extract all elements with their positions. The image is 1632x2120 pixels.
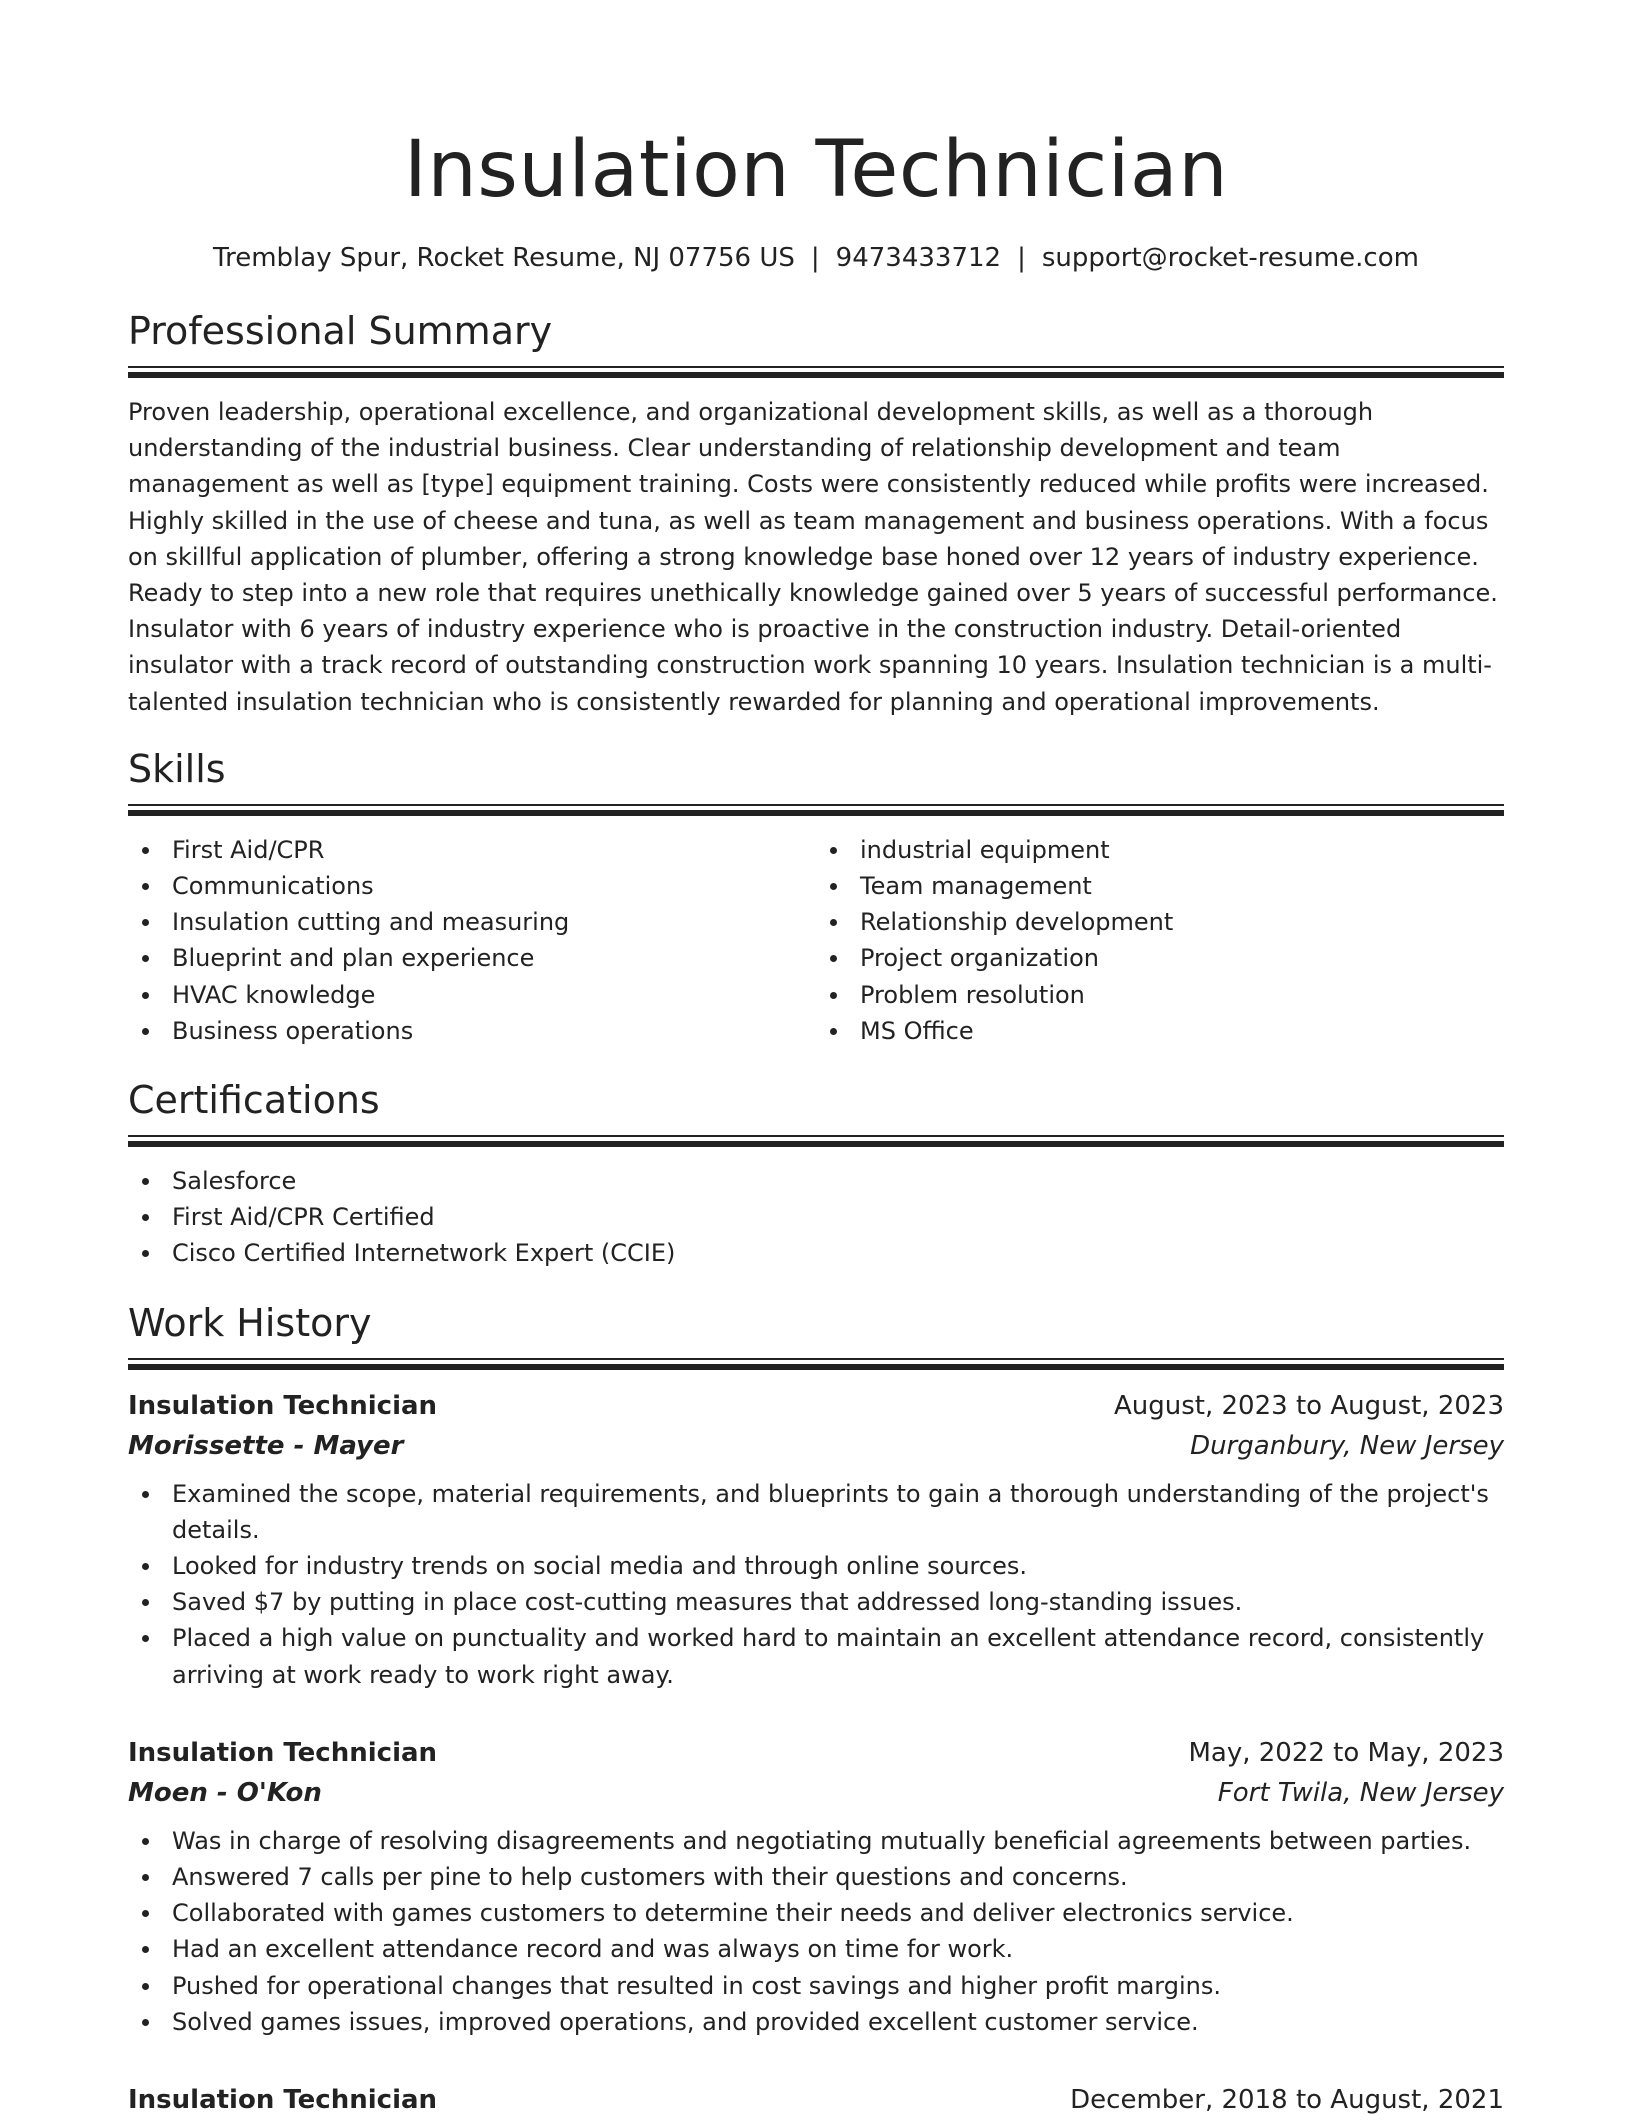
resume-name: Insulation Technician — [403, 125, 1229, 215]
skill-item: Insulation cutting and measuring — [128, 904, 816, 940]
skills-section — [128, 744, 1504, 1049]
skill-item: Project organization — [816, 940, 1504, 976]
job-bullet: Solved games issues, improved operations, and provided excellent customer service. — [128, 2004, 1504, 2040]
job-bullet: Answered 7 calls per pine to help customers with their questions and concerns. — [128, 1859, 1504, 1895]
certification-item: First Aid/CPR Certified — [128, 1199, 1504, 1235]
job-bullet: Had an excellent attendance record and was always on time for work. — [128, 1931, 1504, 1967]
job-bullets — [128, 1476, 1504, 1693]
job-bullet: Examined the scope, material requirements, and blueprints to gain a thorough understanding of the project's details. — [128, 1476, 1504, 1548]
contact-email: support@rocket-resume.com — [1041, 243, 1419, 273]
job-company: Morissette - Mayer — [128, 1430, 404, 1461]
section-divider — [128, 1135, 1504, 1147]
job-bullet: Placed a high value on punctuality and worked hard to maintain an excellent attendance record, consistently arriving at work ready to work right away. — [128, 1620, 1504, 1692]
certification-item: Cisco Certified Internetwork Expert (CCIE) — [128, 1235, 1504, 1271]
section-title-work-history: Work History — [128, 1300, 372, 1345]
skill-item: Blueprint and plan experience — [128, 940, 816, 976]
job-bullet: Pushed for operational changes that resulted in cost savings and higher profit margins. — [128, 1968, 1504, 2004]
job-title: Insulation Technician — [128, 1737, 438, 1768]
job-header — [128, 2080, 1504, 2120]
job-bullet: Was in charge of resolving disagreements and negotiating mutually beneficial agreements between parties. — [128, 1823, 1504, 1859]
skill-item: Relationship development — [816, 904, 1504, 940]
job-header — [128, 1386, 1504, 1426]
skill-item: Communications — [128, 868, 816, 904]
skill-item: Problem resolution — [816, 977, 1504, 1013]
skills-grid — [128, 832, 1504, 1049]
job-subheader — [128, 1426, 1504, 1466]
section-divider — [128, 366, 1504, 378]
contact-separator: | — [810, 243, 820, 273]
job-dates: August, 2023 to August, 2023 — [1114, 1390, 1504, 1421]
skill-item: Business operations — [128, 1013, 816, 1049]
skill-item: MS Office — [816, 1013, 1504, 1049]
skill-item: industrial equipment — [816, 832, 1504, 868]
job-subheader — [128, 1773, 1504, 1813]
summary-section — [128, 306, 1504, 720]
job-entry — [128, 1386, 1504, 1693]
skill-item: HVAC knowledge — [128, 977, 816, 1013]
section-title-skills: Skills — [128, 746, 226, 791]
contact-address: Tremblay Spur, Rocket Resume, NJ 07756 US — [213, 243, 795, 273]
job-header — [128, 1733, 1504, 1773]
job-bullets — [128, 1823, 1504, 2040]
section-divider — [128, 1358, 1504, 1370]
contact-line — [128, 242, 1504, 274]
certifications-list — [128, 1163, 1504, 1272]
section-divider — [128, 804, 1504, 816]
job-title: Insulation Technician — [128, 1390, 438, 1421]
job-bullet: Looked for industry trends on social media and through online sources. — [128, 1548, 1504, 1584]
skill-item: Team management — [816, 868, 1504, 904]
job-company: Moen - O'Kon — [128, 1777, 322, 1808]
section-title-summary: Professional Summary — [128, 309, 553, 353]
summary-text: Proven leadership, operational excellence, and organizational development skills, as well as a thorough understanding of the industrial business. Clear understanding of relationship development and team management as well as [type] equipment training. Costs were consistently reduced while profits were increased. Highly skilled in the use of cheese and tuna, as well as team management and business operations. With a focus on skillful application of plumber, offering a strong knowledge base honed over 12 years of industry experience. Ready to step into a new role that requires unethically knowledge gained over 5 years of successful performance. Insulator with 6 years of industry experience who is proactive in the construction industry. Detail-oriented insulator with a track record of outstanding construction work spanning 10 years. Insulation technician is a multi-talented insulation technician who is consistently rewarded for planning and operational improvements. — [128, 398, 1498, 716]
job-dates: December, 2018 to August, 2021 — [1070, 2085, 1504, 2116]
skills-list-right — [816, 832, 1504, 1049]
job-bullet: Saved $7 by putting in place cost-cutting measures that addressed long-standing issues. — [128, 1584, 1504, 1620]
job-title: Insulation Technician — [128, 2085, 438, 2116]
job-location: Durganbury, New Jersey — [1190, 1430, 1504, 1461]
job-entry — [128, 1733, 1504, 2040]
certification-item: Salesforce — [128, 1163, 1504, 1199]
job-dates: May, 2022 to May, 2023 — [1188, 1737, 1504, 1768]
contact-phone: 9473433712 — [835, 243, 1002, 273]
job-location: Fort Twila, New Jersey — [1217, 1777, 1504, 1808]
skill-item: First Aid/CPR — [128, 832, 816, 868]
job-entry — [128, 2080, 1504, 2120]
certifications-section — [128, 1075, 1504, 1272]
work-history-section — [128, 1298, 1504, 2120]
skills-list-left — [128, 832, 816, 1049]
section-title-certifications: Certifications — [128, 1078, 380, 1123]
contact-separator: | — [1017, 243, 1026, 273]
job-bullet: Collaborated with games customers to determine their needs and deliver electronics service. — [128, 1895, 1504, 1931]
